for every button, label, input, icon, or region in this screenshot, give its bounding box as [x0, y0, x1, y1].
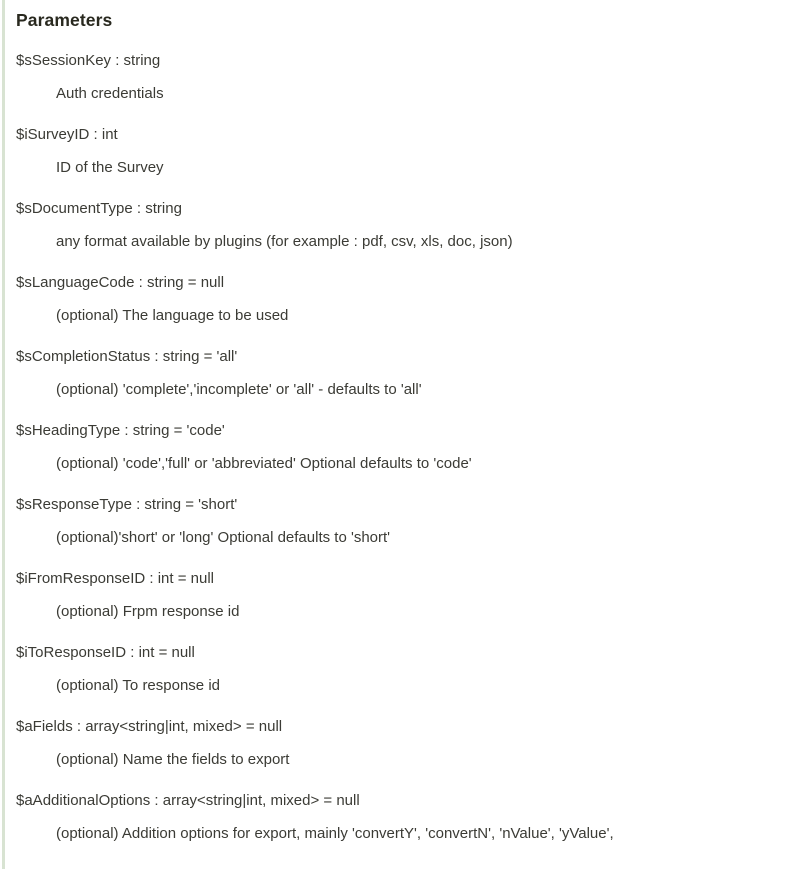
parameter-signature: $iFromResponseID : int = null [16, 570, 215, 587]
parameter-signature: $sDocumentType : string [16, 200, 182, 217]
parameter-description: any format available by plugins (for example : pdf, csv, xls, doc, json) [56, 233, 513, 250]
parameter-description: ID of the Survey [56, 159, 164, 176]
parameter-description: (optional) To response id [56, 677, 220, 694]
parameter-item [16, 790, 774, 844]
parameters-section [2, 0, 792, 869]
parameter-signature: $sLanguageCode : string = null [16, 274, 225, 291]
parameter-signature: $iSurveyID : int [16, 126, 118, 143]
parameter-description: (optional) Name the fields to export [56, 751, 290, 768]
parameter-description: (optional) The language to be used [56, 307, 289, 324]
parameter-item [16, 716, 774, 770]
parameter-description: (optional) Addition options for export, mainly 'convertY', 'convertN', 'nValue', 'yValue', [56, 825, 614, 842]
parameter-description: (optional) Frpm response id [56, 603, 240, 620]
parameter-item [16, 50, 774, 104]
parameter-signature: $sResponseType : string = 'short' [16, 496, 238, 513]
parameter-item [16, 568, 774, 622]
parameter-item [16, 420, 774, 474]
parameter-description: (optional)'short' or 'long' Optional defaults to 'short' [56, 529, 391, 546]
parameters-heading: Parameters [16, 10, 113, 30]
parameter-item [16, 642, 774, 696]
parameter-description: (optional) 'complete','incomplete' or 'all' - defaults to 'all' [56, 381, 422, 398]
parameter-signature: $sHeadingType : string = 'code' [16, 422, 225, 439]
parameter-description: Auth credentials [56, 85, 164, 102]
parameter-item [16, 346, 774, 400]
parameter-item [16, 198, 774, 252]
parameter-item [16, 272, 774, 326]
parameter-description: (optional) 'code','full' or 'abbreviated' Optional defaults to 'code' [56, 455, 472, 472]
parameter-signature: $iToResponseID : int = null [16, 644, 195, 661]
parameter-item [16, 124, 774, 178]
parameter-signature: $aFields : array<string|int, mixed> = null [16, 718, 283, 735]
parameter-signature: $sCompletionStatus : string = 'all' [16, 348, 238, 365]
parameter-signature: $sSessionKey : string [16, 52, 161, 69]
parameter-signature: $aAdditionalOptions : array<string|int, mixed> = null [16, 792, 360, 809]
parameter-item [16, 494, 774, 548]
parameter-list [16, 50, 774, 844]
